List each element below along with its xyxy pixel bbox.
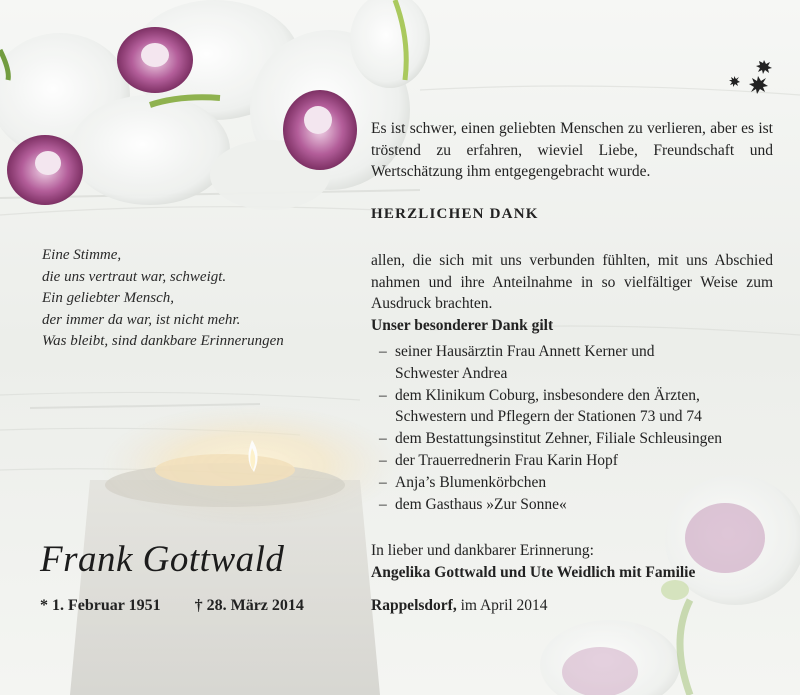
list-item: Schwester Andrea xyxy=(395,364,508,382)
thanks-paragraph: allen, die sich mit uns verbunden fühlten, mit uns Abschied nahmen und ihre Anteilnahme in so vielfältiger Weise zum Ausdruck brachten. xyxy=(371,252,773,312)
death-date: † 28. März 2014 xyxy=(194,597,304,614)
deceased-name: Frank Gottwald xyxy=(40,539,285,580)
list-item: – dem Gasthaus »Zur Sonne« xyxy=(371,494,722,516)
birth-date: * 1. Februar 1951 xyxy=(40,597,161,614)
special-thanks-heading: Unser besonderer Dank gilt xyxy=(371,316,554,334)
list-item: Schwestern und Pflegern der Stationen 73 und 74 xyxy=(395,408,702,426)
list-item: – Anja’s Blumenkörbchen xyxy=(371,472,722,494)
poem-line: Eine Stimme, xyxy=(42,247,122,263)
memorial-poem xyxy=(42,245,284,353)
life-dates xyxy=(40,597,334,615)
place-date xyxy=(371,597,548,615)
family-signature: Angelika Gottwald und Ute Weidlich mit Familie xyxy=(371,563,696,581)
list-item: – dem Bestattungsinstitut Zehner, Filiale Schleusingen xyxy=(371,428,722,450)
thanks-heading: HERZLICHEN DANK xyxy=(371,206,539,222)
tree-ornament-icon xyxy=(728,58,778,94)
closing-block xyxy=(371,540,695,583)
place-date-text: im April 2014 xyxy=(456,597,548,614)
poem-line: Was bleibt, sind dankbare Erinnerungen xyxy=(42,333,284,349)
thanks-block xyxy=(371,250,773,336)
poem-line: der immer da war, ist nicht mehr. xyxy=(42,311,241,328)
place-town: Rappelsdorf, xyxy=(371,597,457,614)
list-item: – seiner Hausärztin Frau Annett Kerner und xyxy=(371,341,722,363)
list-item: – der Trauerrednerin Frau Karin Hopf xyxy=(371,450,722,472)
intro-paragraph: Es ist schwer, einen geliebten Menschen zu verlieren, aber es ist tröstend zu erfahren, wieviel Liebe, Freundschaft und Wertschätzung ihm entgegengebracht wurde. xyxy=(371,120,773,180)
closing-line: In lieber und dankbarer Erinnerung: xyxy=(371,542,594,559)
list-item: – dem Klinikum Coburg, insbesondere den Ärzten, xyxy=(371,385,722,407)
poem-line: die uns vertraut war, schweigt. xyxy=(42,268,227,285)
poem-line: Ein geliebter Mensch, xyxy=(42,290,175,306)
thanks-list xyxy=(371,341,722,515)
